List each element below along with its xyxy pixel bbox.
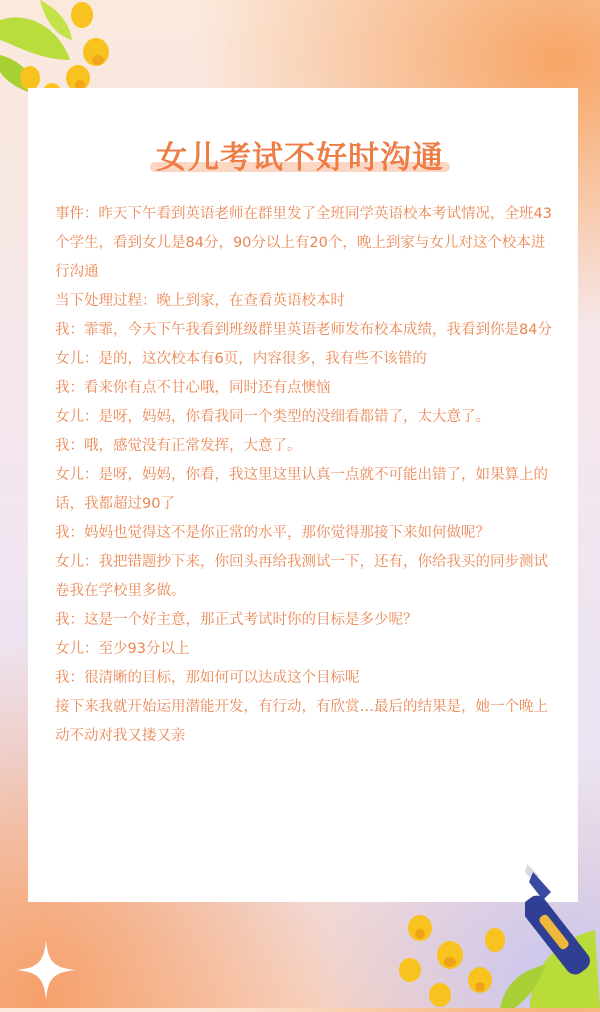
- page-title: 女儿考试不好时沟通: [156, 140, 444, 176]
- paragraph: 我：这是一个好主意，那正式考试时你的目标是多少呢？: [55, 612, 418, 628]
- paragraph: 我：哦，感觉没有正常发挥，大意了。: [55, 438, 302, 454]
- fountain-pen-icon: [525, 862, 600, 1008]
- paragraph: 女儿：我把错题抄下来，你回头再给我测试一下，还有，你给我买的同步测试卷我在学校里多做。: [55, 554, 548, 599]
- paragraph: 女儿：是的，这次校本有6页，内容很多，我有些不该错的: [55, 351, 427, 367]
- paragraph: 女儿：至少93分以上: [55, 641, 190, 657]
- paragraph: 我：很清晰的目标，那如何可以达成这个目标呢: [55, 670, 360, 686]
- paragraph: 女儿：是呀，妈妈，你看我同一个类型的没细看都错了，太大意了。: [55, 409, 490, 425]
- sparkle-icon: [16, 940, 76, 1000]
- paragraph: 接下来我就开始运用潜能开发，有行动，有欣赏…最后的结果是，她一个晚上动不动对我又搂又亲: [55, 699, 548, 744]
- paragraph: 我：看来你有点不甘心哦，同时还有点懊恼: [55, 380, 331, 396]
- paragraph: 我：妈妈也觉得这不是你正常的水平，那你觉得那接下来如何做呢？: [55, 525, 490, 541]
- paragraph: 我：霏霏，今天下午我看到班级群里英语老师发布校本成绩，我看到你是84分: [55, 322, 552, 338]
- paragraph: 事件：昨天下午看到英语老师在群里发了全班同学英语校本考试情况，全班43个学生，看到女儿是84分，90分以上有20个，晚上到家与女儿对这个校本进行沟通: [55, 206, 552, 280]
- paragraph: 女儿：是呀，妈妈，你看，我这里这里认真一点就不可能出错了，如果算上的话，我都超过90了: [55, 467, 548, 512]
- paragraph: 当下处理过程：晚上到家，在查看英语校本时: [55, 293, 345, 309]
- article-body: [55, 200, 555, 751]
